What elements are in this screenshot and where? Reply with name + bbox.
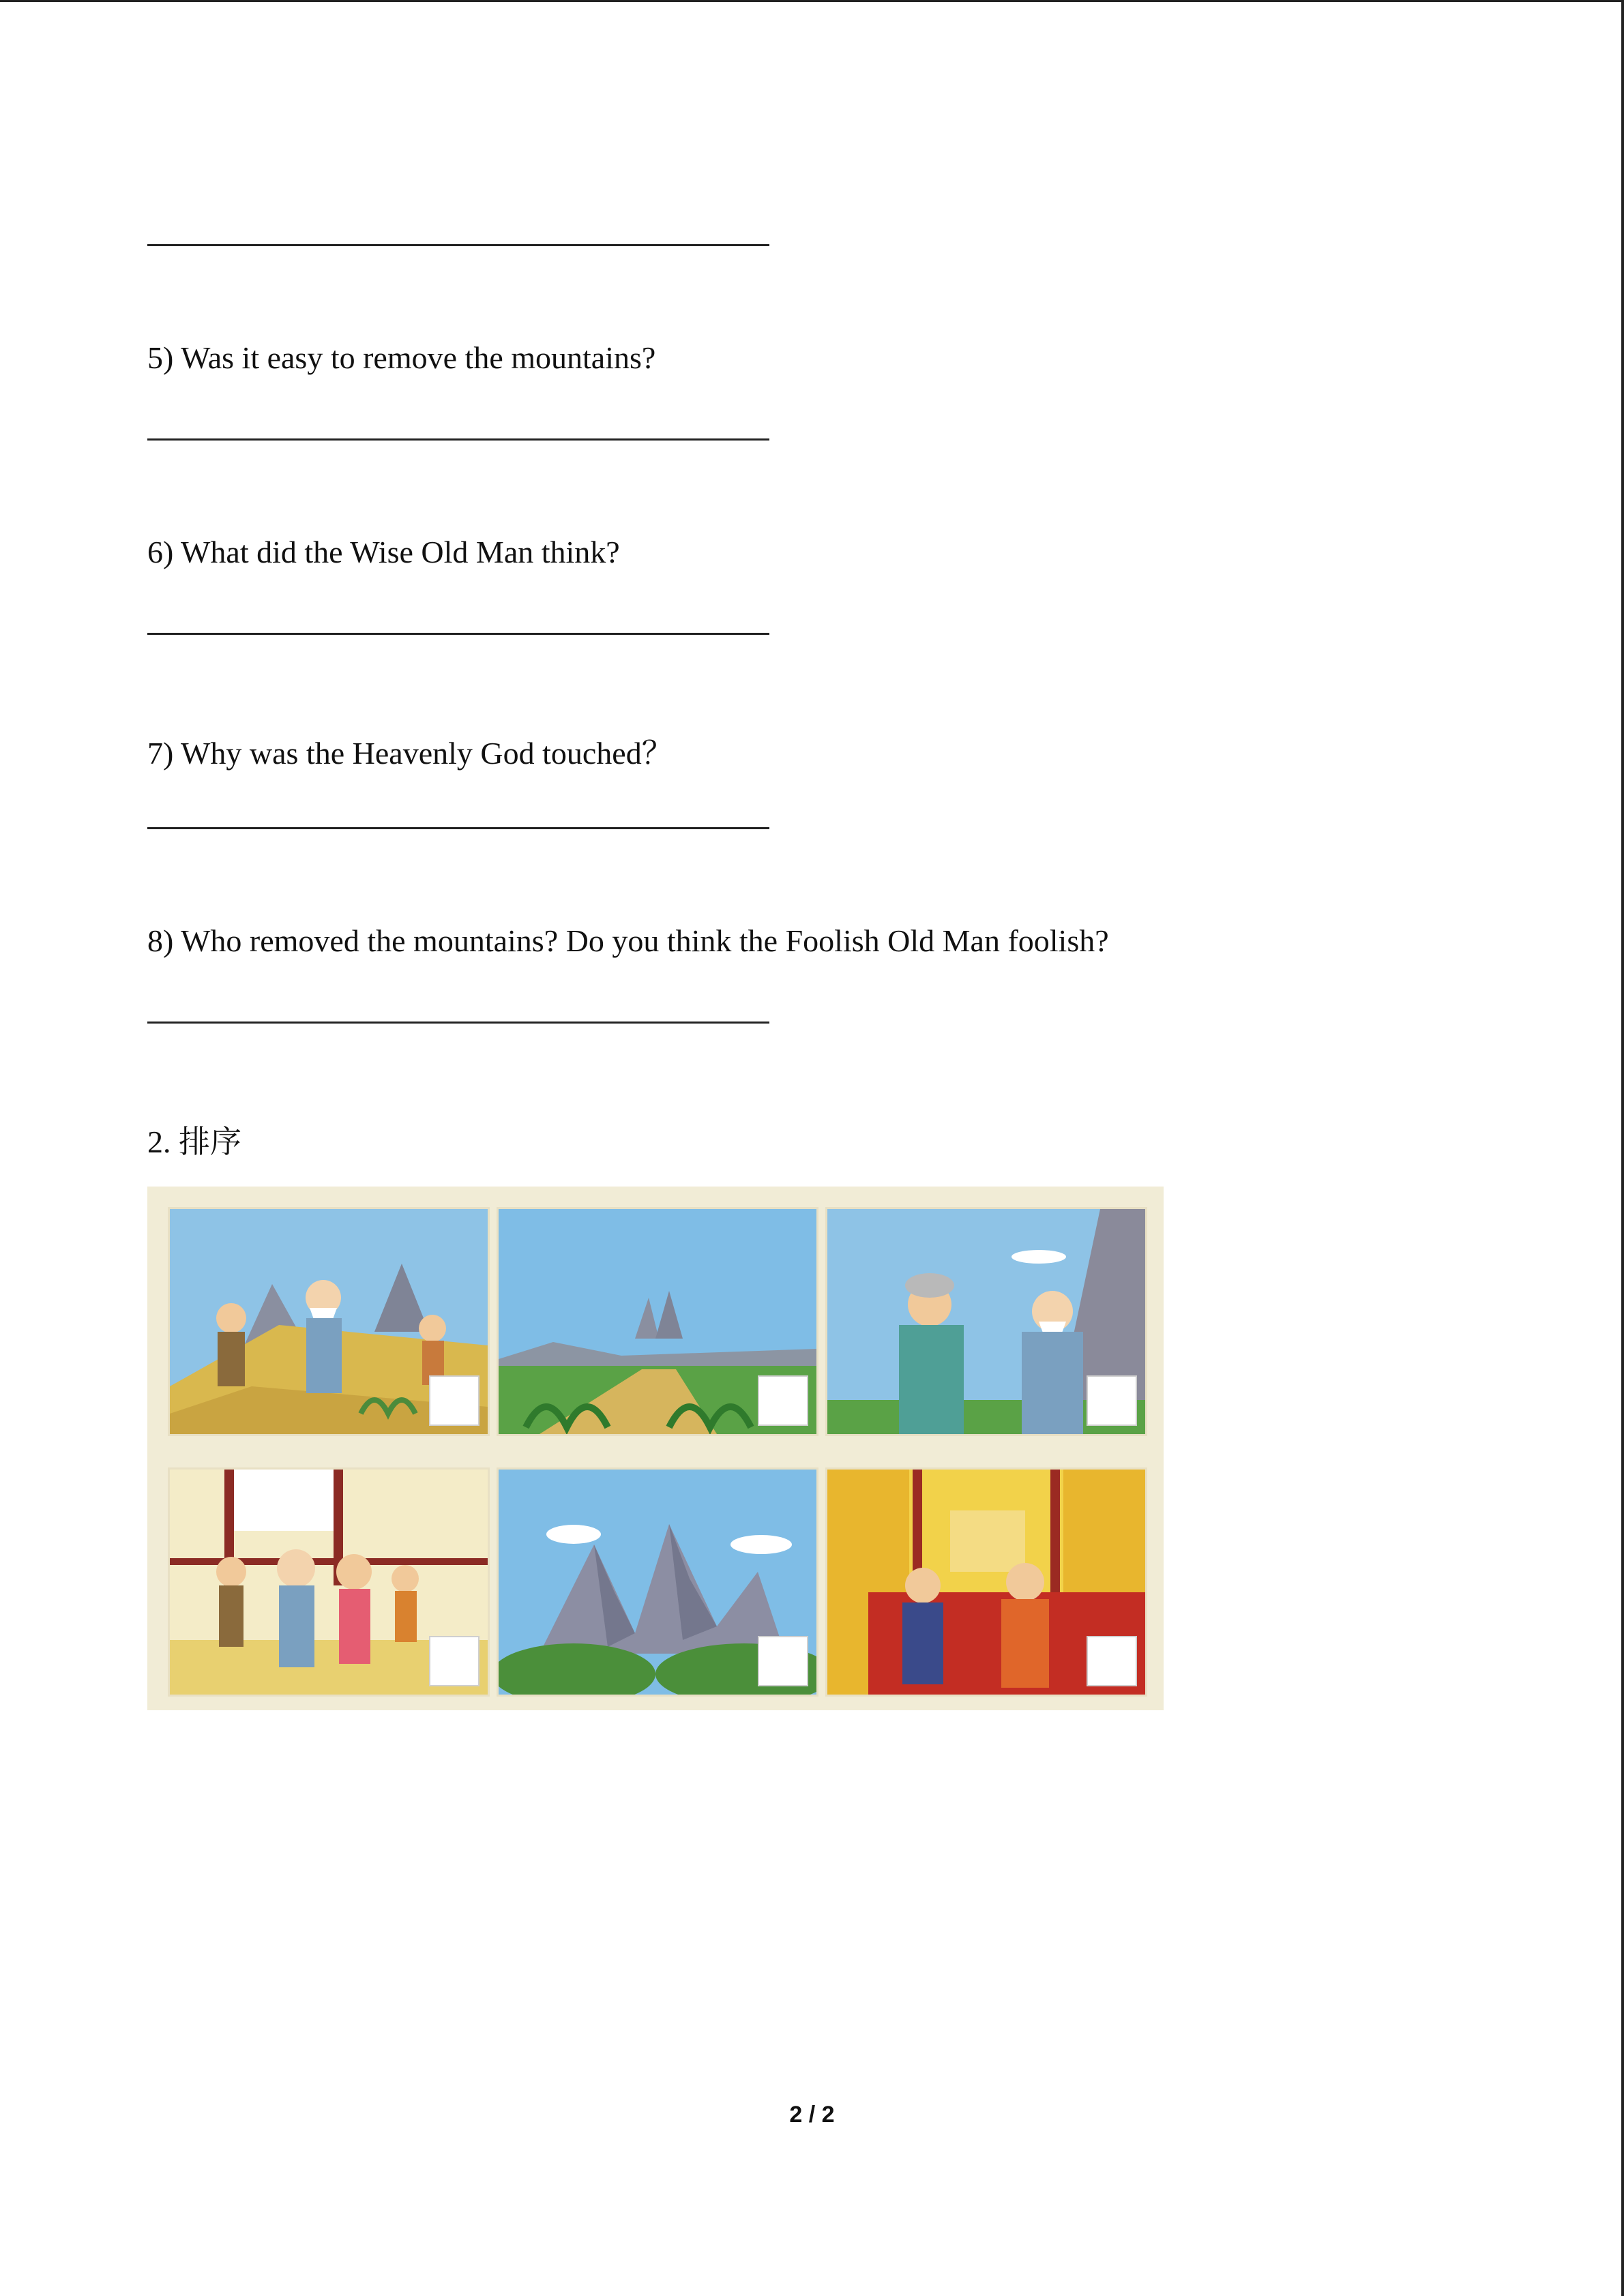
page-top-border [0,0,1624,2]
question-7: 7) Why was the Heavenly God touched？ [147,736,673,771]
order-answer-box-3[interactable] [1087,1375,1137,1426]
story-picture-2 [497,1207,818,1436]
order-answer-box-4[interactable] [429,1636,479,1686]
story-picture-6 [825,1467,1147,1697]
answer-line-8[interactable] [147,1022,769,1024]
question-8: 8) Who removed the mountains? Do you think the Foolish Old Man foolish? [147,923,1109,958]
answer-line[interactable] [147,244,769,246]
story-picture-panel [147,1187,1164,1710]
story-picture-1 [168,1207,490,1436]
question-5: 5) Was it easy to remove the mountains? [147,340,656,375]
order-answer-box-6[interactable] [1087,1636,1137,1686]
section-2-title: 2. 排序 [147,1124,241,1159]
story-picture-4 [168,1467,490,1697]
order-answer-box-5[interactable] [758,1636,808,1686]
answer-line-7[interactable] [147,827,769,829]
story-picture-5 [497,1467,818,1697]
answer-line-6[interactable] [147,633,769,635]
order-answer-box-2[interactable] [758,1375,808,1426]
page-right-border [1621,0,1624,2296]
answer-line-5[interactable] [147,438,769,441]
order-answer-box-1[interactable] [429,1375,479,1426]
question-6: 6) What did the Wise Old Man think? [147,535,620,569]
page-number: 2 / 2 [789,2102,835,2128]
story-picture-3 [825,1207,1147,1436]
